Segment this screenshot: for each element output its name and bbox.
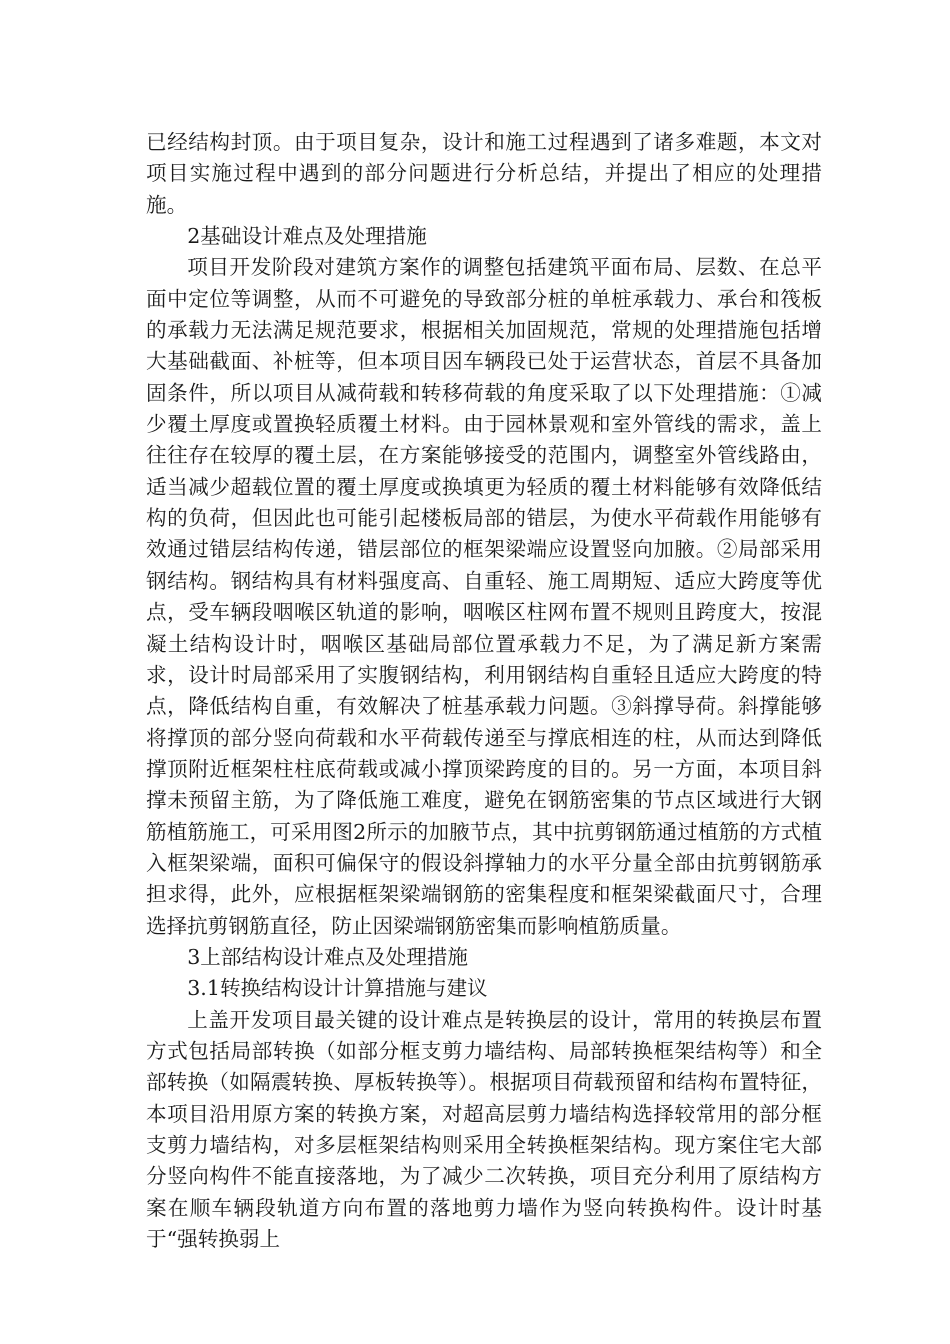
- section-heading-2: 2基础设计难点及处理措施: [187, 224, 427, 249]
- paragraph-foundation-measures: 项目开发阶段对建筑方案作的调整包括建筑平面布局、层数、在总平面中定位等调整，从而不可避免的导致部分桩的单桩承载力、承台和筏板的承载力无法满足规范要求，根据相关加固规范，常规的处理措施包括增大基础截面、补桩等，但本项目因车辆段已处于运营状态，首层不具备加固条件，所以项目从减荷载和转移荷载的角度采取了以下处理措施：①减少覆土厚度或置换轻质覆土材料。由于园林景观和室外管线的需求，盖上往往存在较厚的覆土层，在方案能够接受的范围内，调整室外管线路由，适当减少超载位置的覆土厚度或换填更为轻质的覆土材料能够有效降低结构的负荷，但因此也可能引起楼板局部的错层，为使水平荷载作用能够有效通过错层结构传递，错层部位的框架梁端应设置竖向加腋。②局部采用钢结构。钢结构具有材料强度高、自重轻、施工周期短、适应大跨度等优点，受车辆段咽喉区轨道的影响，咽喉区柱网布置不规则且跨度大，按混凝土结构设计时，咽喉区基础局部位置承载力不足，为了满足新方案需求，设计时局部采用了实腹钢结构，利用钢结构自重轻且适应大跨度的特点，降低结构自重，有效解决了桩基承载力问题。③斜撑导荷。斜撑能够将撑顶的部分竖向荷载和水平荷载传递至与撑底相连的柱，从而达到降低撑顶附近框架柱柱底荷载或减小撑顶梁跨度的目的。另一方面，本项目斜撑未预留主筋，为了降低施工难度，避免在钢筋密集的节点区域进行大钢筋植筋施工，可采用图2所示的加腋节点，其中抗剪钢筋通过植筋的方式植入框架梁端，面积可偏保守的假设斜撑轴力的水平分量全部由抗剪钢筋承担求得，此外，应根据框架梁端钢筋的密集程度和框架梁截面尺寸，合理选择抗剪钢筋直径，防止因梁端钢筋密集而影响植筋质量。: [146, 255, 822, 938]
- paragraph-transfer-structure: 上盖开发项目最关键的设计难点是转换层的设计，常用的转换层布置方式包括局部转换（如部分框支剪力墙结构、局部转换框架结构等）和全部转换（如隔震转换、厚板转换等）。根据项目荷载预留和结构布置特征，本项目沿用原方案的转换方案，对超高层剪力墙结构选择较常用的部分框支剪力墙结构，对多层框架结构则采用全转换框架结构。现方案住宅大部分竖向构件不能直接落地，为了减少二次转换，项目充分利用了原结构方案在顺车辆段轨道方向布置的落地剪力墙作为竖向转换构件。设计时基于“强转换弱上: [146, 1007, 822, 1252]
- section-heading-3: 3上部结构设计难点及处理措施: [187, 944, 469, 969]
- document-body: [146, 127, 822, 1255]
- subsection-heading-3-1: 3.1转换结构设计计算措施与建议: [187, 976, 488, 1001]
- paragraph-intro-continued: 已经结构封顶。由于项目复杂，设计和施工过程遇到了诸多难题，本文对项目实施过程中遇到的部分问题进行分析总结，并提出了相应的处理措施。: [146, 130, 822, 217]
